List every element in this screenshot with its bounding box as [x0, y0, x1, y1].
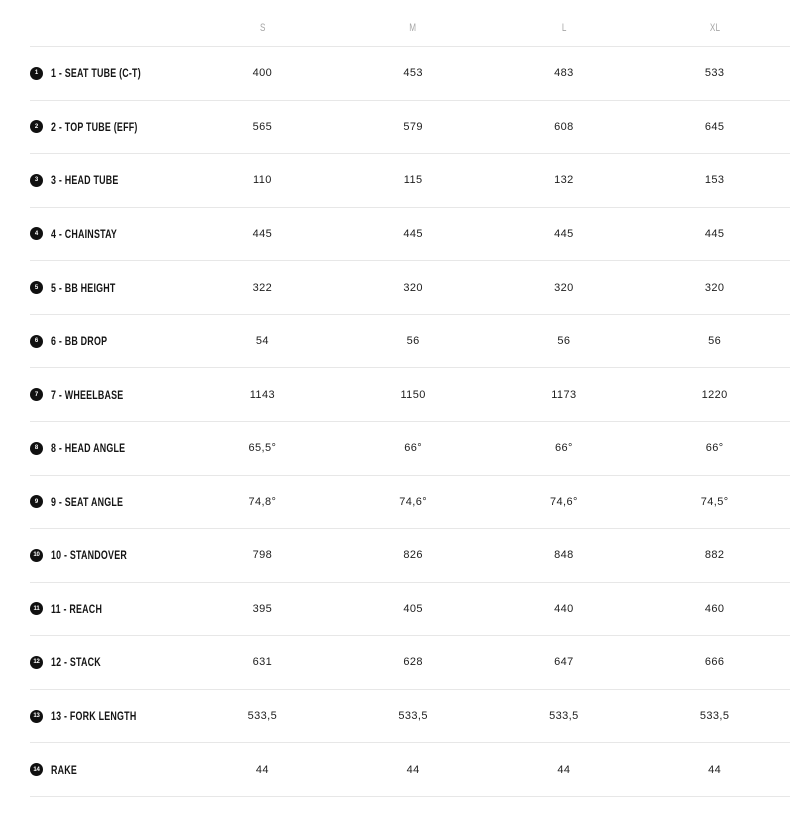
cell-value: 395 — [252, 602, 273, 615]
row-label: 12 - STACK — [51, 655, 101, 670]
cell-value: 1220 — [701, 388, 728, 401]
cell-value: 533 — [704, 67, 725, 80]
row-label-cell — [30, 495, 187, 509]
table-row-seat-angle — [30, 476, 790, 530]
cell-value: 110 — [253, 174, 272, 187]
row-number-badge: 1 — [30, 67, 43, 80]
row-number-badge: 3 — [30, 174, 43, 187]
table-row-standover — [30, 529, 790, 583]
row-label-cell — [30, 441, 187, 455]
geometry-table — [30, 0, 790, 797]
cell-value: 826 — [403, 549, 423, 562]
cell-value: 320 — [554, 281, 574, 294]
size-header-label: XL — [709, 22, 720, 34]
table-row-head-tube — [30, 154, 790, 208]
cell-value: 65,5° — [248, 442, 277, 455]
row-number-badge: 12 — [30, 656, 43, 669]
table-row-bb-height — [30, 261, 790, 315]
cell-value: 56 — [406, 335, 420, 348]
cell-value: 440 — [554, 602, 574, 615]
cell-value: 533,5 — [699, 710, 730, 723]
row-number-badge: 5 — [30, 281, 43, 294]
table-row-bb-drop — [30, 315, 790, 369]
size-column-header-m — [338, 22, 489, 34]
row-number-badge: 8 — [30, 442, 43, 455]
cell-value: 579 — [403, 120, 423, 133]
row-label-cell — [30, 227, 187, 241]
row-label: 5 - BB HEIGHT — [51, 280, 116, 295]
cell-value: 453 — [403, 67, 423, 80]
row-label-cell — [30, 120, 187, 134]
cell-value: 445 — [704, 227, 725, 240]
row-number-badge: 4 — [30, 227, 43, 240]
row-label-cell — [30, 763, 187, 777]
row-label: 13 - FORK LENGTH — [51, 709, 137, 724]
cell-value: 645 — [704, 120, 725, 133]
cell-value: 533,5 — [247, 710, 278, 723]
cell-value: 66° — [705, 442, 724, 455]
cell-value: 1150 — [400, 388, 426, 401]
row-label: 7 - WHEELBASE — [51, 387, 124, 402]
table-row-top-tube — [30, 101, 790, 155]
cell-value: 66° — [554, 442, 573, 455]
table-row-head-angle — [30, 422, 790, 476]
cell-value: 882 — [704, 549, 725, 562]
row-label-cell — [30, 334, 187, 348]
cell-value: 647 — [554, 656, 574, 669]
row-number-badge: 2 — [30, 120, 43, 133]
cell-value: 132 — [554, 174, 574, 187]
size-header-row — [30, 0, 790, 47]
cell-value: 74,5° — [700, 495, 729, 508]
table-row-chainstay — [30, 208, 790, 262]
row-label-cell — [30, 388, 187, 402]
cell-value: 798 — [252, 549, 273, 562]
cell-value: 445 — [403, 227, 423, 240]
cell-value: 66° — [404, 442, 423, 455]
cell-value: 44 — [406, 763, 420, 776]
cell-value: 322 — [252, 281, 273, 294]
cell-value: 44 — [255, 763, 269, 776]
row-label: 3 - HEAD TUBE — [51, 173, 119, 188]
size-column-header-s — [187, 22, 338, 34]
row-number-badge: 13 — [30, 710, 43, 723]
cell-value: 400 — [252, 67, 273, 80]
row-number-badge: 10 — [30, 549, 43, 562]
row-label-cell — [30, 709, 187, 723]
cell-value: 445 — [554, 227, 574, 240]
row-label-cell — [30, 548, 187, 562]
row-label: 10 - STANDOVER — [51, 548, 127, 563]
row-label: 9 - SEAT ANGLE — [51, 494, 124, 509]
row-number-badge: 9 — [30, 495, 43, 508]
cell-value: 848 — [554, 549, 574, 562]
cell-value: 74,6° — [549, 495, 578, 508]
row-number-badge: 11 — [30, 602, 43, 615]
row-label: 6 - BB DROP — [51, 334, 108, 349]
cell-value: 666 — [704, 656, 725, 669]
table-row-wheelbase — [30, 368, 790, 422]
row-label: 1 - SEAT TUBE (C-T) — [51, 66, 141, 81]
cell-value: 1143 — [249, 388, 275, 401]
cell-value: 44 — [708, 763, 722, 776]
cell-value: 608 — [554, 120, 574, 133]
table-row-fork-length — [30, 690, 790, 744]
size-header-label: L — [561, 22, 567, 34]
cell-value: 445 — [252, 227, 273, 240]
row-label: 8 - HEAD ANGLE — [51, 441, 126, 456]
cell-value: 483 — [554, 67, 574, 80]
size-header-label: S — [259, 22, 266, 34]
table-row-reach — [30, 583, 790, 637]
row-label-cell — [30, 655, 187, 669]
row-number-badge: 14 — [30, 763, 43, 776]
size-column-header-l — [489, 22, 640, 34]
table-row-rake — [30, 743, 790, 797]
row-number-badge: 7 — [30, 388, 43, 401]
cell-value: 533,5 — [549, 710, 579, 723]
table-row-stack — [30, 636, 790, 690]
cell-value: 631 — [252, 656, 273, 669]
cell-value: 320 — [704, 281, 725, 294]
size-header-label: M — [409, 22, 417, 34]
size-column-header-xl — [639, 22, 790, 34]
row-label: RAKE — [51, 762, 78, 777]
row-number-badge: 6 — [30, 335, 43, 348]
row-label-cell — [30, 281, 187, 295]
row-label: 4 - CHAINSTAY — [51, 226, 118, 241]
cell-value: 153 — [704, 174, 725, 187]
cell-value: 460 — [704, 602, 725, 615]
cell-value: 115 — [403, 174, 423, 187]
row-label-cell — [30, 66, 187, 80]
cell-value: 74,8° — [248, 495, 277, 508]
cell-value: 56 — [557, 335, 571, 348]
row-label-cell — [30, 602, 187, 616]
row-label: 11 - REACH — [51, 601, 103, 616]
cell-value: 44 — [557, 763, 571, 776]
cell-value: 320 — [403, 281, 423, 294]
cell-value: 56 — [708, 335, 722, 348]
row-label-cell — [30, 173, 187, 187]
cell-value: 1173 — [551, 388, 577, 401]
cell-value: 74,6° — [399, 495, 428, 508]
cell-value: 405 — [403, 602, 423, 615]
cell-value: 565 — [252, 120, 273, 133]
row-label: 2 - TOP TUBE (EFF) — [51, 119, 138, 134]
cell-value: 54 — [255, 335, 269, 348]
cell-value: 533,5 — [398, 710, 428, 723]
table-row-seat-tube — [30, 47, 790, 101]
cell-value: 628 — [403, 656, 423, 669]
